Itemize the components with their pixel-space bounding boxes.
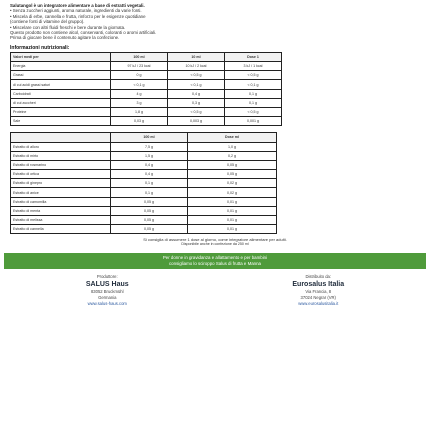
nutrient-value: < 0,1 g <box>111 80 168 89</box>
nutrient-name: Proteine <box>11 107 111 116</box>
distributor-block <box>292 274 344 307</box>
producer-country: Germania <box>98 295 117 301</box>
extract-value: 0,05 g <box>111 225 188 234</box>
intro-line: • Senza zuccheri aggiunti, aroma naturale, ingredienti da varie fonti. <box>10 8 142 14</box>
nutrition-row <box>11 80 282 89</box>
extract-name: Estratto di camomilla <box>11 197 111 206</box>
usage-note <box>4 237 426 247</box>
nutrient-value: 0,1 g <box>225 89 282 98</box>
banner-line: Per donne in gravidanza e allattamento e per bambini <box>162 255 268 261</box>
intro-line: Questo prodotto non contiene alcol, conservanti, coloranti o aromi artificiali. <box>10 30 157 36</box>
extract-row <box>11 142 277 151</box>
intro-text <box>4 0 426 41</box>
extract-value: 0,1 g <box>111 188 188 197</box>
pregnancy-banner <box>4 253 426 269</box>
header-cell: Valori medi per <box>11 52 111 61</box>
nutrient-name: Carboidrati <box>11 89 111 98</box>
extract-value: 0,05 g <box>111 206 188 215</box>
nutrition-row <box>11 117 282 126</box>
extract-name: Estratto di anice <box>11 188 111 197</box>
intro-line: (contiene fonti di vitamine del gruppo). <box>10 19 85 25</box>
nutrient-value: < 0,5 g <box>225 107 282 116</box>
usage-note-line: Si consiglia di assumere 1 dose al giorno, come integratore alimentare per adulti. <box>143 237 287 243</box>
extract-value: 0,4 g <box>111 160 188 169</box>
company-info <box>4 274 426 307</box>
extract-value: 0,4 g <box>111 170 188 179</box>
extract-value: 1,5 g <box>111 151 188 160</box>
extract-header-row <box>11 133 277 142</box>
nutrient-value: 0,1 g <box>225 98 282 107</box>
nutrient-name: Grassi <box>11 71 111 80</box>
extract-value: 0,05 g <box>188 160 277 169</box>
extract-name: Estratto di melissa <box>11 216 111 225</box>
header-cell: Dose 1 <box>225 52 282 61</box>
producer-address: 83052 Bruckmühl <box>90 289 124 295</box>
nutrient-name: di cui zuccheri <box>11 98 111 107</box>
nutrient-value: 3 kJ / 1 kcal <box>225 62 282 71</box>
header-cell: 10 ml <box>168 52 225 61</box>
intro-line: • Miscelare con altri fluidi freschi e bere durante la giornata. <box>10 24 126 30</box>
nutrient-value: 0,4 g <box>168 89 225 98</box>
nutrition-row <box>11 89 282 98</box>
banner-line: consigliamo lo sciroppo Salus di frutta e Manna <box>168 261 261 267</box>
package-note: Disponibile anche in confezione da 250 ml <box>181 242 249 247</box>
extract-value: 0,02 g <box>188 179 277 188</box>
distributor-city: 37024 Negrar (VR) <box>300 295 336 301</box>
nutrition-header-row <box>11 52 282 61</box>
extract-value: 0,01 g <box>188 225 277 234</box>
nutrient-value: 0,03 g <box>111 117 168 126</box>
producer-block <box>86 274 129 307</box>
distributor-address: Via Francia, 8 <box>305 289 332 295</box>
extract-row <box>11 188 277 197</box>
extract-row <box>11 197 277 206</box>
extract-row <box>11 151 277 160</box>
product-label <box>4 0 426 430</box>
extract-name: Estratto di mirto <box>11 151 111 160</box>
distributor-name: Eurosalus Italia <box>292 281 345 289</box>
header-cell: 100 ml <box>111 52 168 61</box>
extract-table <box>10 132 277 234</box>
extract-value: 0,05 g <box>111 216 188 225</box>
nutrition-row <box>11 98 282 107</box>
extract-value: 0,01 g <box>188 206 277 215</box>
nutrient-name: Energia <box>11 62 111 71</box>
nutrition-row <box>11 107 282 116</box>
extract-value: 0,01 g <box>188 197 277 206</box>
header-cell <box>11 133 111 142</box>
nutrient-value: 3 g <box>111 98 168 107</box>
extract-name: Estratto di rosmarino <box>11 160 111 169</box>
extract-name: Estratto di menta <box>11 206 111 215</box>
extract-name: Estratto di ginepro <box>11 179 111 188</box>
nutrient-value: 0,003 g <box>168 117 225 126</box>
nutrient-value: 0,001 g <box>225 117 282 126</box>
nutrient-value: < 0,1 g <box>168 80 225 89</box>
extract-value: 0,1 g <box>111 179 188 188</box>
distributor-label: Distribuito da: <box>305 274 332 280</box>
nutrient-value: 1,8 g <box>111 107 168 116</box>
nutrient-value: < 0,5 g <box>168 107 225 116</box>
extract-value: 0,02 g <box>188 188 277 197</box>
extract-row <box>11 179 277 188</box>
nutrient-value: 97 kJ / 23 kcal <box>111 62 168 71</box>
producer-name: SALUS Haus <box>85 281 129 289</box>
nutrient-value: 0 g <box>111 71 168 80</box>
extract-value: 0,05 g <box>188 170 277 179</box>
nutrient-value: < 0,5 g <box>225 71 282 80</box>
header-cell: 100 ml <box>111 133 188 142</box>
intro-line: Salutangol è un integratore alimentare a base di estratti vegetali. <box>10 3 145 8</box>
extract-row <box>11 160 277 169</box>
nutrient-value: < 0,1 g <box>225 80 282 89</box>
nutrition-table <box>10 52 282 127</box>
intro-line: • Miscela di erbe, cannella e frutta, rinforzo per le esigenze quotidiane <box>10 13 146 19</box>
header-cell: Dose ml <box>188 133 277 142</box>
extract-name: Estratto di cannella <box>11 225 111 234</box>
nutrient-value: 0,3 g <box>168 98 225 107</box>
extract-value: 0,05 g <box>111 197 188 206</box>
extract-name: Estratto di alloro <box>11 142 111 151</box>
producer-label: Produttore: <box>96 274 118 280</box>
extract-value: 0,2 g <box>188 151 277 160</box>
extract-row <box>11 225 277 234</box>
nutrition-title: Informazioni nutrizionali: <box>10 44 70 51</box>
extract-value: 1,0 g <box>188 142 277 151</box>
extract-row <box>11 206 277 215</box>
nutrient-value: 10 kJ / 2 kcal <box>168 62 225 71</box>
extract-name: Estratto di ortica <box>11 170 111 179</box>
nutrition-row <box>11 62 282 71</box>
nutrient-name: Sale <box>11 117 111 126</box>
extract-row <box>11 216 277 225</box>
nutrient-value: 4 g <box>111 89 168 98</box>
extract-row <box>11 170 277 179</box>
nutrient-name: di cui acidi grassi saturi <box>11 80 111 89</box>
producer-website-link[interactable]: www.salus-haus.com <box>87 301 127 307</box>
extract-value: 0,01 g <box>188 216 277 225</box>
extract-value: 7,5 g <box>111 142 188 151</box>
nutrition-row <box>11 71 282 80</box>
nutrient-value: < 0,5 g <box>168 71 225 80</box>
distributor-website-link[interactable]: www.eurosalusitalia.it <box>298 301 339 307</box>
intro-line: Prima di giocare bene il contenuto agitare la confezione. <box>10 35 120 41</box>
